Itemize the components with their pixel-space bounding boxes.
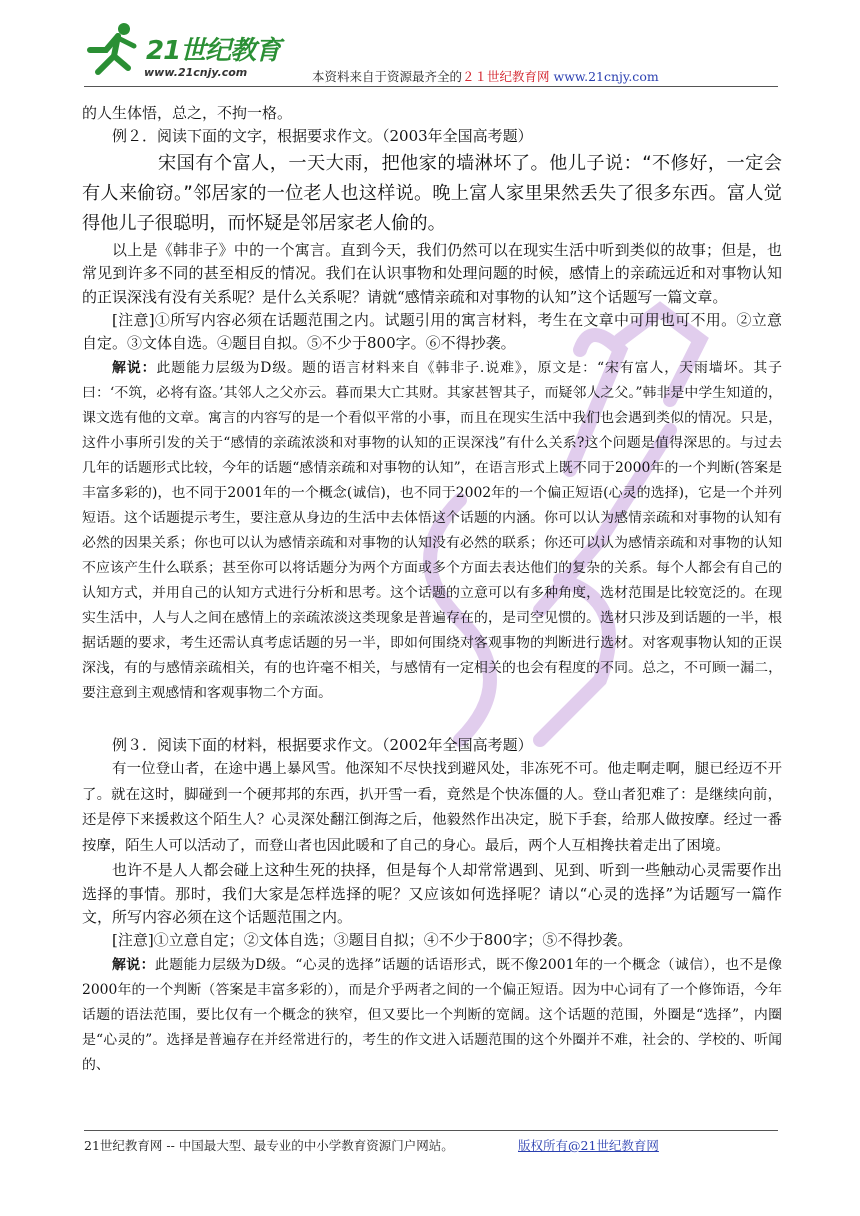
example-2-prompt: 以上是《韩非子》中的一个寓言。直到今天，我们仍然可以在现实生活中听到类似的故事；但是，也常见到许多不同的甚至相反的情况。我们在认识事物和处理问题的时候，感情上的亲疏远近和对事物认知的正误深浅有没有关系呢？是什么关系呢？请就“感情亲疏和对事物的认知”这个话题写一篇文章。	[82, 240, 782, 306]
footer-description: 21世纪教育网 -- 中国最大型、最专业的中小学教育资源门户网站。	[84, 1138, 454, 1153]
explanation-label: 解说：	[112, 359, 157, 376]
footer-divider	[84, 1130, 778, 1131]
page-header	[0, 0, 860, 92]
example-2-notes: [注意]①所写内容必须在话题范围之内。试题引用的寓言材料，考生在文章中可用也可不用。②立意自定。③文体自选。④题目自拟。⑤不少于800字。⑥不得抄袭。	[82, 311, 782, 353]
site-logo[interactable]	[84, 20, 284, 84]
document-body	[82, 102, 782, 1078]
copyright-link[interactable]: 版权所有@21世纪教育网	[518, 1138, 659, 1153]
explanation-label: 解说：	[112, 956, 155, 973]
example-3-explanation	[82, 953, 782, 1078]
explanation-text: 此题能力层级为D级。题的语言材料来自《韩非子.说难》，原文是：“宋有富人，天雨墙坏。其子曰：‘不筑，必将有盗。’其邻人之父亦云。暮而果大亡其财。其家甚智其子，而疑邻人之父。”韩非是中学生知道的，课文选有他的文章。寓言的内容写的是一个看似平常的小事，而且在现实生活中我们也会遇到类似的情况。只是，这件小事所引发的关于“感情的亲疏浓淡和对事物的认知的正误深浅”有什么关系?这个问题是值得深思的。与过去几年的话题形式比较，今年的话题“感情亲疏和对事物的认知”，在语言形式上既不同于2000年的一个判断(答案是丰富多彩的)，也不同于2001年的一个概念(诚信)，也不同于2002年的一个偏正短语(心灵的选择)，它是一个并列短语。这个话题提示考生，要注意从身边的生活中去体悟这个话题的内涵。你可以认为感情亲疏和对事物的认知有必然的因果关系；你也可以认为感情亲疏和对事物的认知没有必然的联系；你还可以认为感情亲疏和对事物的认知不应该产生什么联系；甚至你可以将话题分为两个方面或多个方面去表达他们的复杂的关系。每个人都会有自己的认知方式，并用自己的认知方式进行分析和思考。这个话题的立意可以有多种角度，选材范围是比较宽泛的。在现实生活中，人与人之间在感情上的亲疏浓淡这类现象是普遍存在的，是司空见惯的。选材只涉及到话题的一半，根据话题的要求，考生还需认真考虑话题的另一半，即如何围绕对客观事物的判断进行选材。对客观事物认知的正误深浅，有的与感情亲疏相关，有的也许毫不相关，与感情有一定相关的也会有程度的不同。总之，不可顾一漏二，要注意到主观感情和客观事物二个方面。	[82, 359, 782, 701]
header-divider	[84, 86, 778, 87]
header-note-prefix: 本资料来自于资源最齐全的	[312, 69, 463, 84]
logo-text: 21世纪教育	[146, 36, 281, 66]
example-2-explanation	[82, 356, 782, 706]
logo-url: www.21cnjy.com	[144, 66, 248, 79]
example-2-heading: 例２．阅读下面的文字，根据要求作文。（2003年全国高考题）	[112, 127, 533, 146]
header-brand[interactable]: ２１世纪教育网	[462, 69, 550, 84]
header-url-link[interactable]: www.21cnjy.com	[553, 69, 659, 84]
header-source-note	[312, 67, 659, 85]
example-3-prompt: 也许不是人人都会碰上这种生死的抉择，但是每个人却常常遇到、见到、听到一些触动心灵需要作出选择的事情。那时，我们大家是怎样选择的呢？又应该如何选择呢？请以“心灵的选择”为话题写一篇作文，所写内容必须在这个话题范围之内。	[82, 861, 782, 927]
example-3-heading: 例３．阅读下面的材料，根据要求作文。（2002年全国高考题）	[112, 735, 533, 754]
example-2-story: 宋国有个富人，一天大雨，把他家的墙淋坏了。他儿子说：“不修好，一定会有人来偷窃。”邻居家的一位老人也这样说。晚上富人家里果然丢失了很多东西。富人觉得他儿子很聪明，而怀疑是邻居家老人偷的。	[82, 152, 782, 234]
example-3-story: 有一位登山者，在途中遇上暴风雪。他深知不尽快找到避风处，非冻死不可。他走啊走啊，腿已经迈不开了。就在这时，脚碰到一个硬邦邦的东西，扒开雪一看，竟然是个快冻僵的人。登山者犯难了：是继续向前，还是停下来援救这个陌生人？心灵深处翻江倒海之后，他毅然作出决定，脱下手套，给那人做按摩。经过一番按摩，陌生人可以活动了，而登山者也因此暖和了自己的身心。最后，两个人互相搀扶着走出了困境。	[82, 761, 782, 854]
paragraph-continuation: 的人生体悟，总之，不拘一格。	[82, 104, 293, 122]
example-3-notes: [注意]①立意自定；②文体自选；③题目自拟；④不少于800字；⑤不得抄袭。	[112, 931, 633, 950]
explanation-text: 此题能力层级为D级。“心灵的选择”话题的话语形式，既不像2001年的一个概念（诚信），也不是像2000年的一个判断（答案是丰富多彩的），而是介乎两者之间的一个偏正短语。因为中心词有了一个修饰语，今年话题的语法范围，要比仅有一个概念的狭窄，但又要比一个判断的宽阔。这个话题的范围，外圈是“选择”，内圈是“心灵的”。选择是普遍存在并经常进行的，考生的作文进入话题范围的这个外圈并不难，社会的、学校的、听闻的、	[82, 956, 782, 1073]
runner-logo-icon	[84, 20, 148, 80]
page-footer	[84, 1136, 778, 1154]
